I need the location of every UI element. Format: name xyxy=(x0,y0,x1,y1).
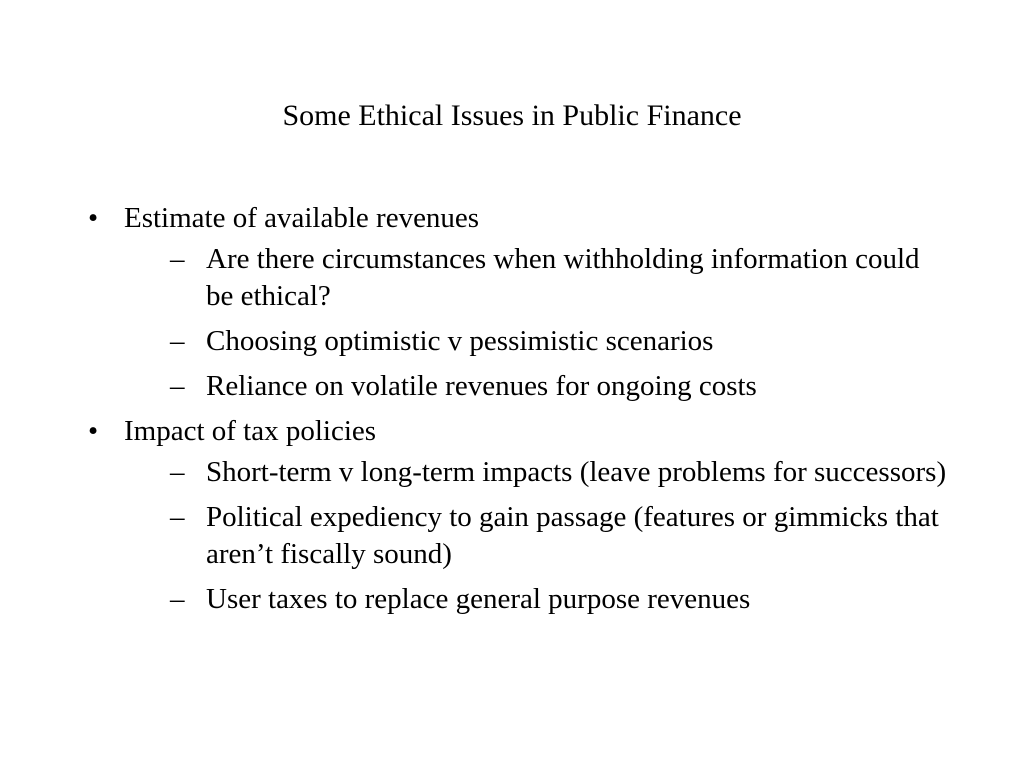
sub-bullet-text: Political expediency to gain passage (features or gimmicks that aren’t fiscally sound) xyxy=(206,501,939,570)
sub-bullet-text: Choosing optimistic v pessimistic scenarios xyxy=(206,325,714,357)
sub-bullet-text: User taxes to replace general purpose revenues xyxy=(206,583,751,615)
bullet-text: Estimate of available revenues xyxy=(124,202,480,234)
bullet-text: Impact of tax policies xyxy=(124,415,377,447)
bullet-marker: • xyxy=(88,415,99,447)
slide-title: Some Ethical Issues in Public Finance xyxy=(282,99,742,132)
sub-bullet-item xyxy=(170,368,948,405)
sub-bullet-item xyxy=(170,454,948,491)
dash-marker: – xyxy=(170,370,185,402)
dash-marker: – xyxy=(170,583,185,615)
dash-marker: – xyxy=(170,243,185,275)
sub-bullet-item xyxy=(170,581,948,618)
sub-bullet-item xyxy=(170,323,948,360)
sub-bullet-text: Reliance on volatile revenues for ongoing costs xyxy=(206,370,757,402)
dash-marker: – xyxy=(170,325,185,357)
dash-marker: – xyxy=(170,456,185,488)
bullet-marker: • xyxy=(88,202,99,234)
dash-marker: – xyxy=(170,501,185,533)
bullet-list xyxy=(88,200,948,626)
bullet-item xyxy=(88,200,948,405)
sub-bullet-list xyxy=(124,454,948,618)
sub-bullet-item xyxy=(170,499,948,573)
bullet-item xyxy=(88,413,948,618)
sub-bullet-text: Short-term v long-term impacts (leave problems for successors) xyxy=(206,456,947,488)
sub-bullet-list xyxy=(124,241,948,405)
sub-bullet-item xyxy=(170,241,948,315)
sub-bullet-text: Are there circumstances when withholding information could be ethical? xyxy=(206,243,920,312)
